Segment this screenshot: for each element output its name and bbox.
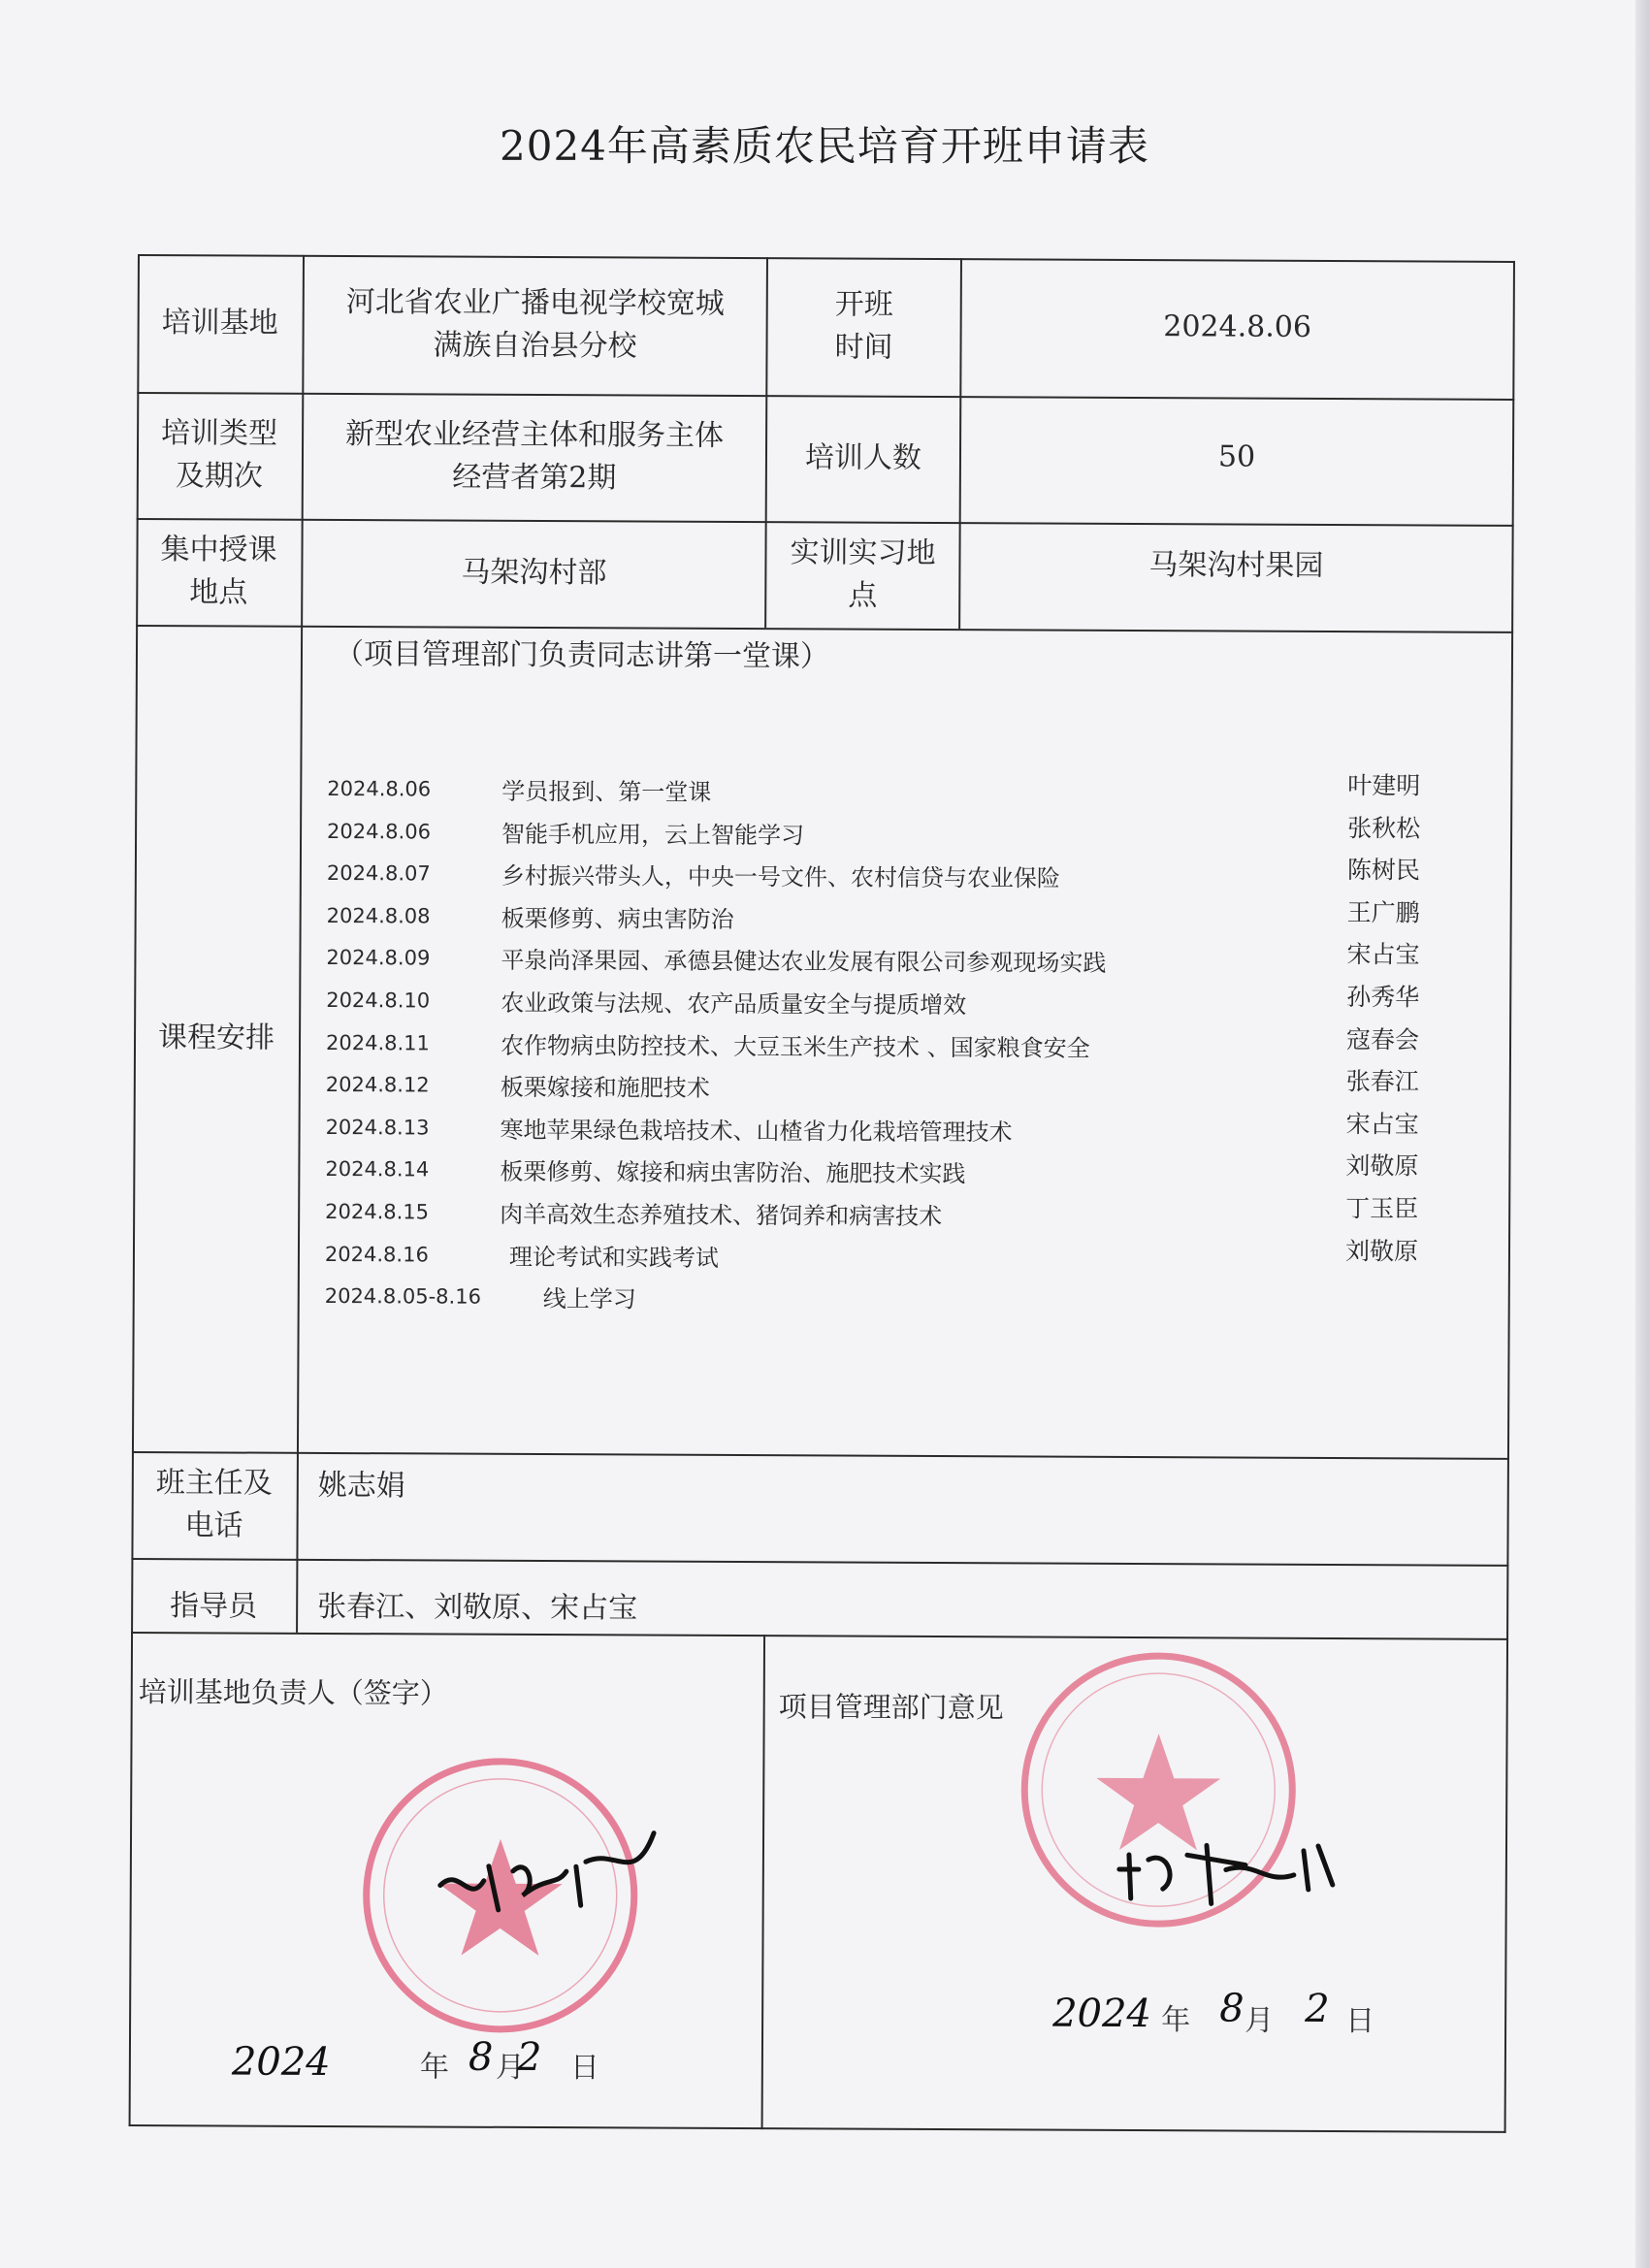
schedule-date: 2024.8.08 <box>326 903 431 928</box>
schedule-teacher: 张春江 <box>1345 1067 1419 1096</box>
schedule-row <box>327 898 1297 942</box>
date-day-char: 日 <box>1345 2004 1375 2039</box>
schedule-label: 课程安排 <box>157 1021 275 1055</box>
schedule-row <box>325 1110 1295 1153</box>
schedule-row <box>327 771 1297 815</box>
dept-sign-day: 2 <box>1305 1986 1330 2032</box>
start-time-label: 开班 时间 <box>834 287 893 365</box>
page-title: 2024年高素质农民培育开班申请表 <box>500 122 1149 170</box>
instructor-label: 指导员 <box>170 1589 258 1624</box>
venue-value: 马架沟村部 <box>461 555 607 591</box>
schedule-teacher: 孙秀华 <box>1346 983 1420 1012</box>
schedule-course: 理论考试和实践考试 <box>508 1243 720 1272</box>
schedule-teacher: 陈树民 <box>1346 856 1420 885</box>
count-value: 50 <box>1217 439 1256 474</box>
base-value: 河北省农业广播电视学校宽城 满族自治县分校 <box>345 285 725 364</box>
base-head-signature <box>431 1827 664 1934</box>
schedule-date: 2024.8.12 <box>325 1073 430 1097</box>
dept-opinion-label: 项目管理部门意见 <box>778 1690 1004 1725</box>
practice-label: 实训实习地 点 <box>790 535 936 613</box>
schedule-row <box>326 1025 1296 1069</box>
schedule-course: 平泉尚泽果园、承德县健达农业发展有限公司参观现场实践 <box>501 947 1107 978</box>
type-value: 新型农业经营主体和服务主体 经营者第2期 <box>345 417 725 496</box>
instructor-value: 张春江、刘敬原、宋占宝 <box>317 1589 638 1626</box>
signature-column-divider <box>761 1635 765 2129</box>
schedule-date: 2024.8.06 <box>327 776 432 801</box>
schedule-date: 2024.8.14 <box>325 1157 430 1182</box>
schedule-teacher: 寇春会 <box>1345 1024 1420 1054</box>
form-border-bottom <box>129 2124 1506 2133</box>
schedule-date: 2024.8.13 <box>325 1115 430 1140</box>
head-teacher-value: 姚志娟 <box>317 1468 405 1504</box>
schedule-teacher: 宋占宝 <box>1346 940 1420 969</box>
dept-sign-month: 8 <box>1219 1986 1245 2031</box>
date-year-char: 年 <box>1161 2003 1191 2038</box>
schedule-teacher: 刘敬原 <box>1344 1236 1419 1266</box>
schedule-date: 2024.8.09 <box>326 946 431 970</box>
schedule-teacher: 王广鹏 <box>1346 897 1420 927</box>
schedule-date: 2024.8.05-8.16 <box>324 1284 482 1309</box>
schedule-row <box>326 1067 1296 1111</box>
base-sign-month: 8 <box>468 2034 494 2080</box>
schedule-teacher: 叶建明 <box>1347 771 1421 800</box>
date-year-char: 年 <box>419 2050 449 2085</box>
start-time-value: 2024.8.06 <box>1163 309 1312 344</box>
head-teacher-label: 班主任及 电话 <box>155 1466 273 1543</box>
schedule-row <box>325 1151 1295 1195</box>
type-label: 培训类型 及期次 <box>161 416 278 494</box>
count-label: 培训人数 <box>804 440 922 475</box>
schedule-teacher: 丁玉臣 <box>1345 1194 1419 1223</box>
schedule-date: 2024.8.16 <box>324 1242 429 1267</box>
schedule-row <box>327 814 1297 858</box>
schedule-course: 农作物病虫防控技术、大豆玉米生产技术 、国家粮食安全 <box>500 1031 1090 1062</box>
schedule-teacher: 宋占宝 <box>1345 1109 1419 1139</box>
schedule-course: 智能手机应用，云上智能学习 <box>501 820 805 849</box>
schedule-course: 乡村振兴带头人，中央一号文件、农村信贷与农业保险 <box>501 862 1060 892</box>
dept-sign-year: 2024 <box>1052 1991 1152 2037</box>
schedule-row <box>325 1279 1295 1322</box>
schedule-course: 寒地苹果绿色栽培技术、山楂省力化栽培管理技术 <box>500 1116 1013 1147</box>
schedule-teacher: 刘敬原 <box>1345 1151 1419 1181</box>
schedule-course: 线上学习 <box>542 1285 636 1313</box>
schedule-course: 农业政策与法规、农产品质量安全与提质增效 <box>501 988 967 1020</box>
schedule-intro: （项目管理部门负责同志讲第一堂课） <box>334 636 830 674</box>
schedule-row <box>327 856 1297 899</box>
date-day-char: 日 <box>569 2051 599 2086</box>
base-sign-year: 2024 <box>231 2039 331 2085</box>
schedule-course: 板栗嫁接和施肥技术 <box>500 1074 710 1103</box>
schedule-course: 肉羊高效生态养殖技术、猪饲养和病害技术 <box>500 1200 943 1231</box>
schedule-date: 2024.8.15 <box>325 1199 430 1224</box>
schedule-course: 板栗修剪、病虫害防治 <box>501 904 734 933</box>
venue-label: 集中授课 地点 <box>160 533 277 610</box>
schedule-course: 学员报到、第一堂课 <box>501 777 712 806</box>
practice-value: 马架沟村果园 <box>1148 548 1324 583</box>
schedule-date: 2024.8.07 <box>326 861 431 886</box>
schedule-row <box>326 940 1296 984</box>
application-form <box>129 254 1515 2133</box>
date-month-char: 月 <box>1245 2003 1275 2038</box>
base-sign-label: 培训基地负责人（签字） <box>138 1675 448 1710</box>
schedule-row <box>326 983 1296 1026</box>
page-edge <box>1635 0 1649 2268</box>
schedule-row <box>325 1237 1295 1280</box>
schedule-date: 2024.8.10 <box>326 988 431 1013</box>
schedule-date: 2024.8.11 <box>325 1030 430 1055</box>
schedule-teacher: 张秋松 <box>1347 813 1421 843</box>
date-month-char: 月 <box>495 2050 525 2085</box>
base-sign-day: 2 <box>516 2034 542 2081</box>
schedule-date: 2024.8.06 <box>327 819 432 844</box>
schedule-row <box>325 1194 1295 1238</box>
schedule-course: 板栗修剪、嫁接和病虫害防治、施肥技术实践 <box>500 1158 966 1188</box>
base-label: 培训基地 <box>161 306 278 340</box>
dept-head-signature <box>1110 1831 1342 1919</box>
